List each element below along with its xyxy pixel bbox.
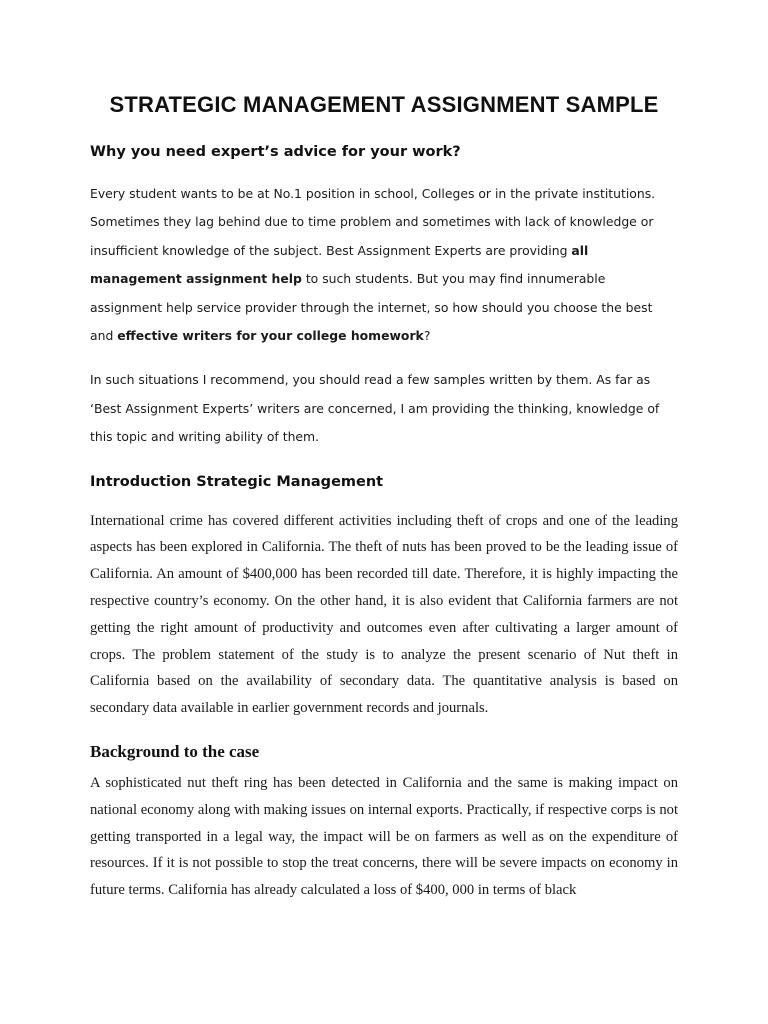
para1-bold-2: effective writers for your college homework	[117, 328, 424, 344]
paragraph-student-needs	[90, 180, 678, 350]
heading-background: Background to the case	[90, 742, 260, 762]
para1-text-3: ?	[423, 328, 431, 344]
para1-bold-1: all management assignment help	[90, 242, 589, 287]
paragraph-background: A sophisticated nut theft ring has been detected in California and the same is making impact on national economy along with making issues on internal exports. Practically, if respective corps is not getting transported in a legal way, the impact will be on farmers as well as on the expenditure of resources. If it is not possible to stop the treat concerns, there will be severe impacts on economy in future terms. California has already calculated a loss of $400, 000 in terms of black	[90, 775, 678, 899]
document-title: STRATEGIC MANAGEMENT ASSIGNMENT SAMPLE	[109, 92, 659, 117]
heading-introduction: Introduction Strategic Management	[90, 473, 384, 490]
heading-why-expert-advice: Why you need expert’s advice for your work?	[90, 144, 461, 160]
paragraph-introduction: International crime has covered different activities including theft of crops and one of the leading aspects has been explored in California. The theft of nuts has been proved to be the leading issue of California. An amount of $400,000 has been recorded till date. Therefore, it is highly impacting the respective country’s economy. On the other hand, it is also evident that California farmers are not getting the right amount of productivity and outcomes even after cultivating a larger amount of crops. The problem statement of the study is to analyze the present scenario of Nut theft in California based on the availability of secondary data. The quantitative analysis is based on secondary data available in earlier government records and journals.	[90, 512, 678, 717]
para1-text-1: Every student wants to be at No.1 position in school, Colleges or in the private institutions. Sometimes they lag behind due to time problem and sometimes with lack of knowledge or insufficient knowledge of the subject. Best Assignment Experts are providing	[90, 186, 656, 258]
para1-text-2: to such students. But you may find innumerable assignment help service provider through the internet, so how should you choose the best and	[90, 271, 653, 344]
paragraph-recommendation: In such situations I recommend, you should read a few samples written by them. As far as ‘Best Assignment Experts’ writers are concerned, I am providing the thinking, knowledge of this topic and writing ability of them.	[90, 372, 660, 445]
